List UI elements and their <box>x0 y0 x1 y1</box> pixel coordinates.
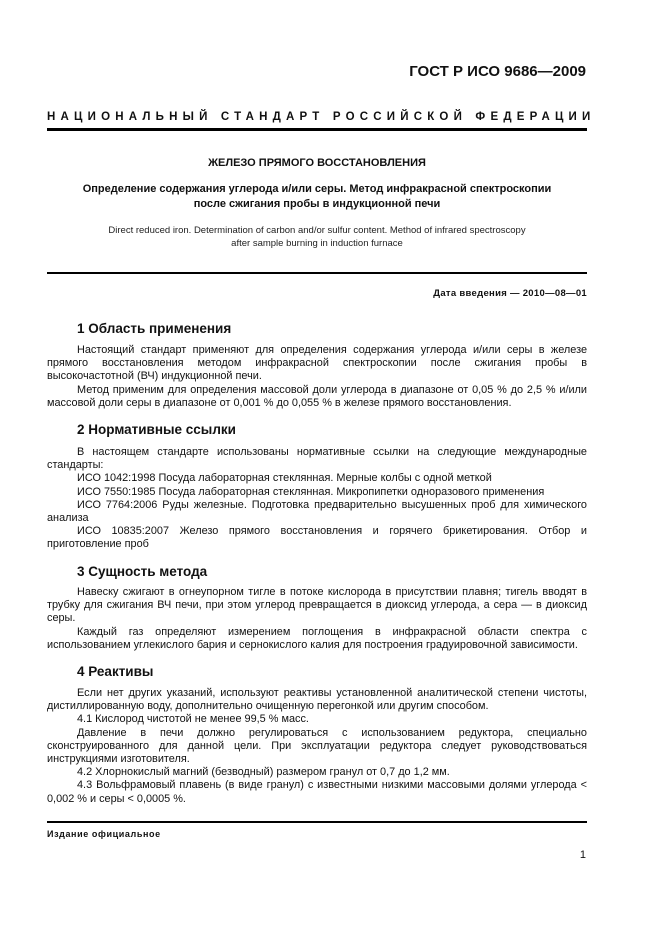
paragraph: 4.2 Хлорнокислый магний (безводный) размером гранул от 0,7 до 1,2 мм. <box>77 766 450 779</box>
edition-label: Издание официальное <box>47 829 161 839</box>
section-body <box>47 586 587 652</box>
paragraph: В настоящем стандарте использованы нормативные ссылки на следующие международные стандарты: <box>47 446 587 472</box>
paragraph: Если нет других указаний, используют реактивы установленной аналитической степени чистоты, дистиллированную воду, дополнительно очищенную перегонкой или другим способом. <box>47 687 587 713</box>
document-title: ЖЕЛЕЗО ПРЯМОГО ВОССТАНОВЛЕНИЯ <box>208 157 426 169</box>
section-body <box>47 687 587 806</box>
introduction-date: Дата введения — 2010—08—01 <box>433 288 587 299</box>
reference-item: ИСО 7764:2006 Руды железные. Подготовка предварительно высушенных проб для химического анализа <box>47 498 587 525</box>
paragraph: Давление в печи должно регулироваться с использованием редуктора, специально сконструированного для данной цели. При эксплуатации редуктора следует руководствоваться инструкциями изготовителя. <box>47 726 587 766</box>
standard-number: ГОСТ Р ИСО 9686—2009 <box>409 63 586 80</box>
english-title <box>47 224 587 250</box>
title-divider <box>47 272 587 274</box>
section-heading: 3 Сущность метода <box>77 564 208 579</box>
paragraph: 4.3 Вольфрамовый плавень (в виде гранул) с известными низкими массовыми долями углерода < 0,002 % и серы < 0,0005 %. <box>47 779 587 805</box>
national-standard-line: НАЦИОНАЛЬНЫЙ СТАНДАРТ РОССИЙСКОЙ ФЕДЕРАЦИИ <box>47 111 596 123</box>
english-title-line: after sample burning in induction furnace <box>231 238 403 249</box>
paragraph: Навеску сжигают в огнеупорном тигле в потоке кислорода в присутствии плавня; тигель вводят в трубку для сжигания ВЧ печи, при этом углерод превращается в диоксид углерода, а сера — в диоксид серы. <box>47 586 587 625</box>
paragraph: Метод применим для определения массовой доли углерода в диапазоне от 0,05 % до 2,5 % и/или массовой доли серы в диапазоне от 0,001 % до 0,055 % в железе прямого восстановления. <box>47 383 587 409</box>
english-title-line: Direct reduced iron. Determination of carbon and/or sulfur content. Method of infrared spectroscopy <box>108 225 526 236</box>
section-heading: 1 Область применения <box>77 321 232 336</box>
section-body <box>47 446 587 552</box>
paragraph: Настоящий стандарт применяют для определения содержания углерода и/или серы в железе прямого восстановления методом инфракрасной спектроскопии после сжигания пробы в высокочастотной (ВЧ) индукционной печи. <box>47 344 587 383</box>
header-divider <box>47 128 587 131</box>
subtitle-line: после сжигания пробы в индукционной печи <box>193 198 441 210</box>
paragraph: Каждый газ определяют измерением поглощения в инфракрасной области спектра с использованием углекислого бария и сернокислого калия для построения градуировочной зависимости. <box>47 625 587 651</box>
paragraph: 4.1 Кислород чистотой не менее 99,5 % масс. <box>77 713 309 726</box>
footer-divider <box>47 821 587 823</box>
section-heading: 4 Реактивы <box>77 664 154 679</box>
page-number: 1 <box>579 849 586 861</box>
reference-item: ИСО 7550:1985 Посуда лабораторная стеклянная. Микропипетки одноразового применения <box>77 485 545 498</box>
section-body <box>47 344 587 410</box>
reference-item: ИСО 1042:1998 Посуда лабораторная стеклянная. Мерные колбы с одной меткой <box>77 472 492 485</box>
subtitle-line: Определение содержания углерода и/или серы. Метод инфракрасной спектроскопии <box>82 183 552 195</box>
document-subtitle <box>47 182 587 212</box>
section-heading: 2 Нормативные ссылки <box>77 422 236 437</box>
reference-item: ИСО 10835:2007 Железо прямого восстановления и горячего брикетирования. Отбор и приготовление проб <box>47 525 587 551</box>
